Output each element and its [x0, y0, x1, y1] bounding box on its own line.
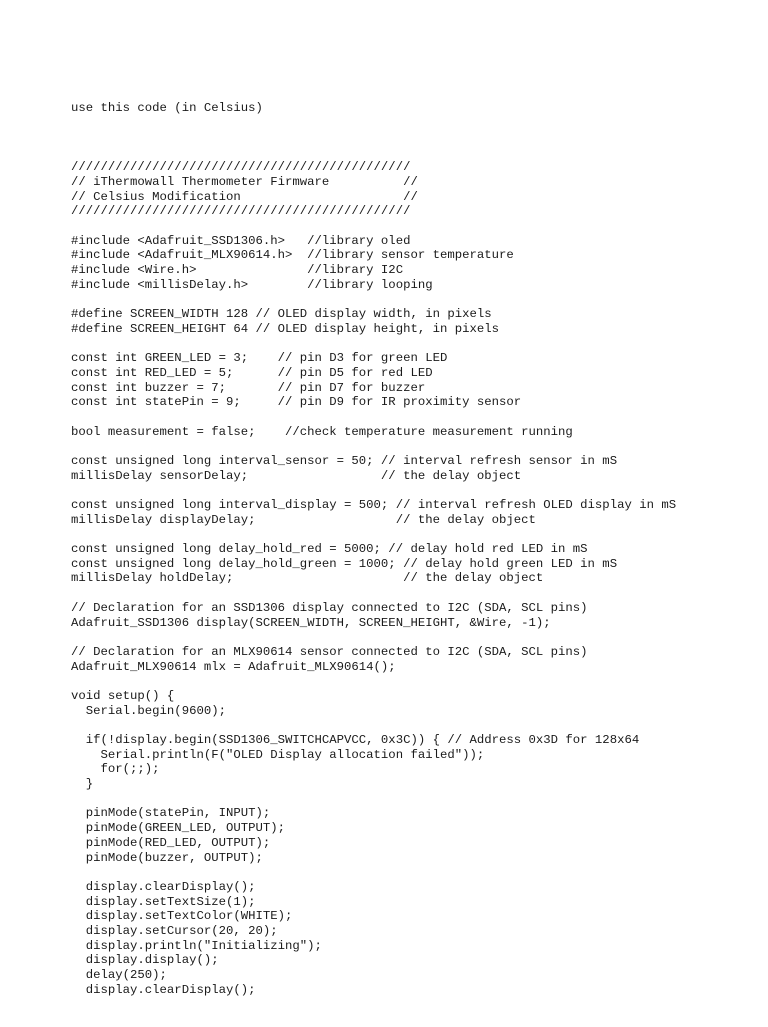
blank-line — [71, 336, 761, 351]
code-line: // Declaration for an MLX90614 sensor connected to I2C (SDA, SCL pins) — [71, 644, 588, 659]
code-block — [71, 601, 761, 630]
code-line: #define SCREEN_WIDTH 128 // OLED display width, in pixels — [71, 307, 492, 322]
code-line: for(;;); — [71, 762, 160, 777]
code-line: const int statePin = 9; // pin D9 for IR proximity sensor — [71, 395, 522, 410]
code-block — [71, 160, 761, 219]
code-line: display.setCursor(20, 20); — [71, 923, 278, 938]
code-line: display.display(); — [71, 953, 219, 968]
blank-line — [71, 792, 761, 807]
code-line: pinMode(statePin, INPUT); — [71, 806, 271, 821]
code-block — [71, 645, 761, 674]
blank-line — [71, 146, 761, 161]
code-line: pinMode(buzzer, OUTPUT); — [71, 850, 263, 865]
code-block — [71, 234, 761, 293]
code-line: bool measurement = false; //check temperature measurement running — [71, 424, 573, 439]
code-line: pinMode(GREEN_LED, OUTPUT); — [71, 821, 286, 836]
blank-line — [71, 410, 761, 425]
code-block — [71, 307, 761, 336]
code-line: millisDelay displayDelay; // the delay object — [71, 512, 536, 527]
code-line: #include <millisDelay.h> //library looping — [71, 277, 433, 292]
blank-line — [71, 630, 761, 645]
code-line: void setup() { — [71, 688, 175, 703]
code-line: // iThermowall Thermometer Firmware // — [71, 174, 418, 189]
code-line: Adafruit_MLX90614 mlx = Adafruit_MLX90614(); — [71, 659, 396, 674]
blank-line — [71, 718, 761, 733]
code-document — [71, 72, 761, 1027]
blank-line — [71, 292, 761, 307]
code-block — [71, 542, 761, 586]
blank-line — [71, 586, 761, 601]
code-line: const int RED_LED = 5; // pin D5 for red LED — [71, 365, 433, 380]
code-line: const unsigned long interval_sensor = 50; // interval refresh sensor in mS — [71, 453, 618, 468]
code-block — [71, 425, 761, 440]
blank-line — [71, 527, 761, 542]
code-line: if(!display.begin(SSD1306_SWITCHCAPVCC, 0x3C)) { // Address 0x3D for 128x64 — [71, 733, 640, 747]
code-block — [71, 689, 761, 718]
code-line: } — [71, 777, 94, 792]
code-block — [71, 351, 761, 410]
code-line: // Declaration for an SSD1306 display connected to I2C (SDA, SCL pins) — [71, 600, 588, 615]
code-line: #include <Adafruit_SSD1306.h> //library oled — [71, 233, 411, 248]
blank-line — [71, 483, 761, 498]
code-line: display.clearDisplay(); — [71, 982, 256, 997]
blank-line — [71, 219, 761, 234]
code-listing — [71, 146, 761, 998]
code-line: display.setTextSize(1); — [71, 894, 256, 909]
code-line: Serial.println(F("OLED Display allocation failed")); — [71, 747, 485, 762]
code-block — [71, 498, 761, 527]
intro-text: use this code (in Celsius) — [71, 101, 263, 116]
code-line: millisDelay holdDelay; // the delay object — [71, 571, 544, 586]
code-line: // Celsius Modification // — [71, 189, 418, 204]
code-line: Adafruit_SSD1306 display(SCREEN_WIDTH, SCREEN_HEIGHT, &Wire, -1); — [71, 615, 551, 630]
blank-line — [71, 865, 761, 880]
code-line: display.clearDisplay(); — [71, 879, 256, 894]
code-line: display.println("Initializing"); — [71, 938, 322, 953]
code-line: const unsigned long delay_hold_green = 1000; // delay hold green LED in mS — [71, 556, 618, 571]
code-line: pinMode(RED_LED, OUTPUT); — [71, 835, 271, 850]
blank-line — [71, 439, 761, 454]
code-line: ////////////////////////////////////////////// — [71, 204, 411, 219]
code-line: const int GREEN_LED = 3; // pin D3 for green LED — [71, 351, 448, 366]
code-block — [71, 733, 761, 792]
code-line: const unsigned long delay_hold_red = 5000; // delay hold red LED in mS — [71, 542, 588, 557]
code-line: #include <Wire.h> //library I2C — [71, 263, 404, 277]
code-block — [71, 806, 761, 865]
code-line: const unsigned long interval_display = 500; // interval refresh OLED display in mS — [71, 498, 677, 512]
code-line: ////////////////////////////////////////////// — [71, 160, 411, 175]
blank-line — [71, 674, 761, 689]
code-block — [71, 454, 761, 483]
code-line: #define SCREEN_HEIGHT 64 // OLED display height, in pixels — [71, 321, 500, 336]
code-block — [71, 880, 761, 998]
code-line: Serial.begin(9600); — [71, 703, 226, 718]
code-line: millisDelay sensorDelay; // the delay object — [71, 468, 522, 483]
code-line: display.setTextColor(WHITE); — [71, 909, 293, 924]
code-line: #include <Adafruit_MLX90614.h> //library sensor temperature — [71, 248, 514, 263]
code-line: delay(250); — [71, 968, 167, 982]
code-line: const int buzzer = 7; // pin D7 for buzzer — [71, 380, 426, 395]
